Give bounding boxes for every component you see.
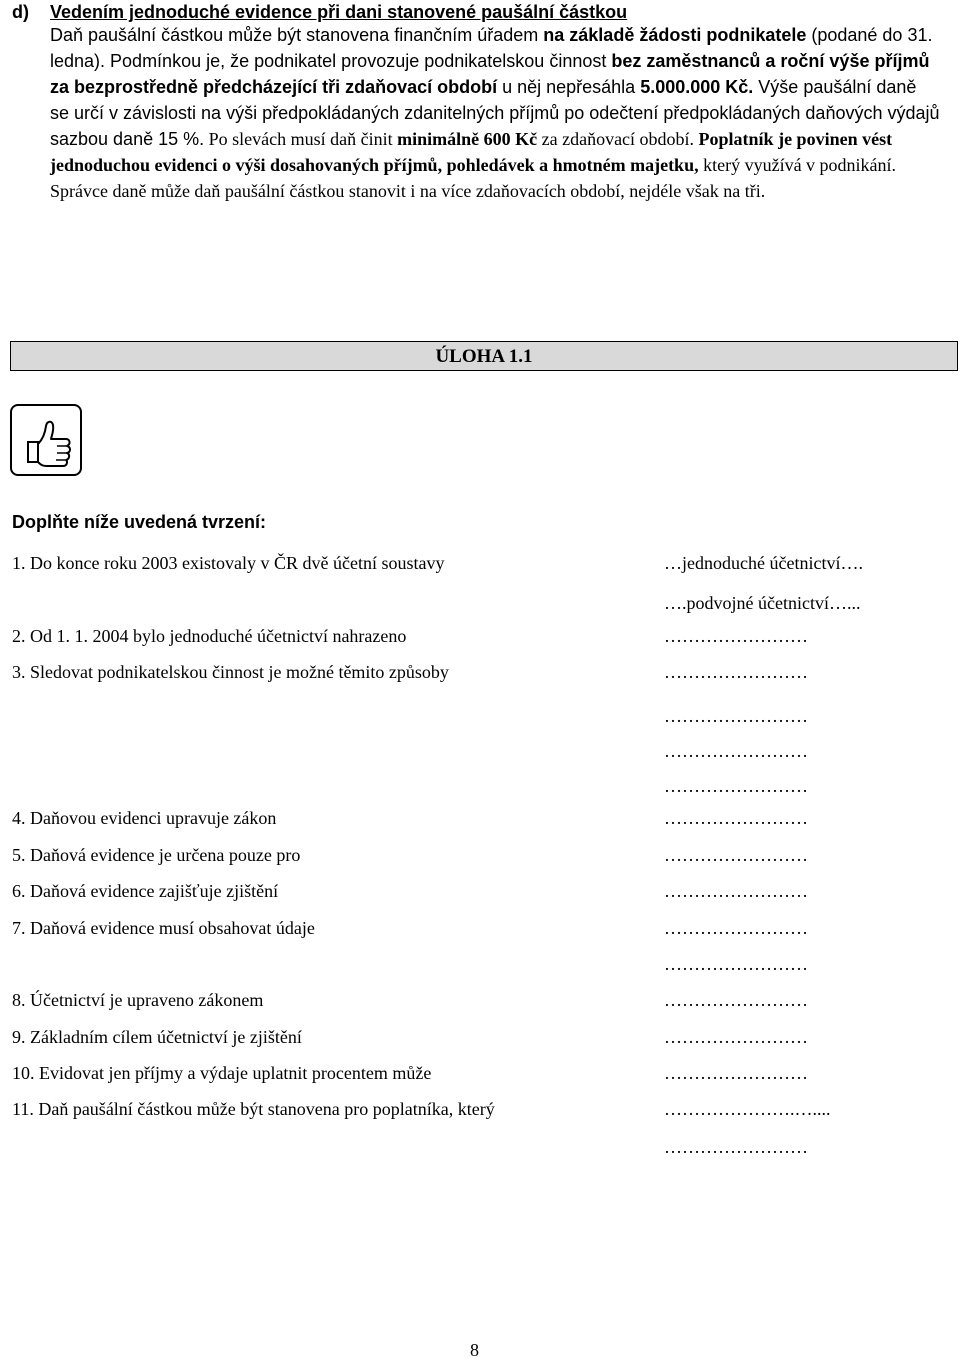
paragraph-text-1: Daň paušální částkou může být stanovena finančním úřadem (50, 25, 544, 45)
paragraph-text-4: Výše paušální daně se určí v závislosti na výši předpokládaných zdanitelných příjmů po odečtení předpokládaných daňových výdajů sazbou daně 15 %. (50, 77, 940, 149)
task-title: ÚLOHA 1.1 (435, 346, 533, 367)
page-number: 8 (470, 1340, 479, 1360)
paragraph-text-5: Po slevách musí daň činit (204, 129, 398, 149)
answer-blank[interactable]: …………………… (664, 662, 808, 682)
answer-blank[interactable]: …………………… (664, 1027, 808, 1047)
answer-blank[interactable]: …………………… (664, 706, 808, 726)
statement-text: 3. Sledovat podnikatelskou činnost je možné těmito způsoby (12, 662, 449, 682)
answer-blank[interactable]: …………………… (664, 1137, 808, 1157)
answer-blank[interactable]: …………………… (664, 626, 808, 646)
statement-text: 10. Evidovat jen příjmy a výdaje uplatnit procentem může (12, 1063, 432, 1083)
answer-blank[interactable]: …………………… (664, 845, 808, 865)
section-heading (12, 0, 627, 24)
answer-blank[interactable]: …………………… (664, 808, 808, 828)
body-paragraph (50, 22, 940, 204)
answer-blank[interactable]: …………………… (664, 881, 808, 901)
task-title-bar (10, 341, 958, 371)
answer-blank[interactable]: ………………….….... (664, 1099, 831, 1119)
paragraph-text-7: který využívá v podnikání. Správce daně může daň paušální částkou stanovit i na více zdaňovacích období, nejdéle však na tři. (50, 155, 897, 201)
answer-blank[interactable]: ….podvojné účetnictví…... (664, 593, 861, 613)
section-letter: d) (12, 2, 29, 22)
thumbs-up-graphic (12, 406, 80, 474)
answer-blank[interactable]: …………………… (664, 741, 808, 761)
statement-text: 8. Účetnictví je upraveno zákonem (12, 990, 264, 1010)
paragraph-text-6: za zdaňovací období. (537, 129, 699, 149)
paragraph-bold-5: Poplatník je povinen vést jednoduchou evidenci o výši dosahovaných příjmů, pohledávek a hmotném majetku, (50, 129, 893, 175)
paragraph-text-2: (podané do 31. ledna). Podmínkou je, že podnikatel provozuje podnikatelskou činnost (50, 25, 933, 71)
statement-text: 9. Základním cílem účetnictví je zjištění (12, 1027, 302, 1047)
paragraph-bold-1: na základě žádosti podnikatele (543, 25, 807, 45)
statement-text: 2. Od 1. 1. 2004 bylo jednoduché účetnictví nahrazeno (12, 626, 407, 646)
statement-text: 11. Daň paušální částkou může být stanovena pro poplatníka, který (12, 1099, 495, 1119)
statement-text: 7. Daňová evidence musí obsahovat údaje (12, 918, 315, 938)
instruction-text: Doplňte níže uvedená tvrzení: (12, 512, 267, 532)
statement-text: 4. Daňovou evidenci upravuje zákon (12, 808, 277, 828)
answer-blank[interactable]: …………………… (664, 918, 808, 938)
paragraph-bold-3: 5.000.000 Kč. (640, 77, 754, 97)
statement-text: 1. Do konce roku 2003 existovaly v ČR dvě účetní soustavy (12, 553, 445, 573)
answer-blank[interactable]: …………………… (664, 954, 808, 974)
section-title: Vedením jednoduché evidence při dani stanovené paušální částkou (50, 2, 628, 22)
answer-blank[interactable]: …jednoduché účetnictví…. (664, 553, 863, 573)
paragraph-text-3: u něj nepřesáhla (497, 77, 641, 97)
answer-blank[interactable]: …………………… (664, 990, 808, 1010)
paragraph-bold-4: minimálně 600 Kč (397, 129, 538, 149)
paragraph-bold-2: bez zaměstnanců a roční výše příjmů za bezprostředně předcházející tři zdaňovací období (50, 51, 930, 97)
statement-text: 6. Daňová evidence zajišťuje zjištění (12, 881, 279, 901)
statement-text: 5. Daňová evidence je určena pouze pro (12, 845, 301, 865)
answer-blank[interactable]: …………………… (664, 776, 808, 796)
answer-blank[interactable]: …………………… (664, 1063, 808, 1083)
thumbs-up-icon (10, 404, 82, 476)
